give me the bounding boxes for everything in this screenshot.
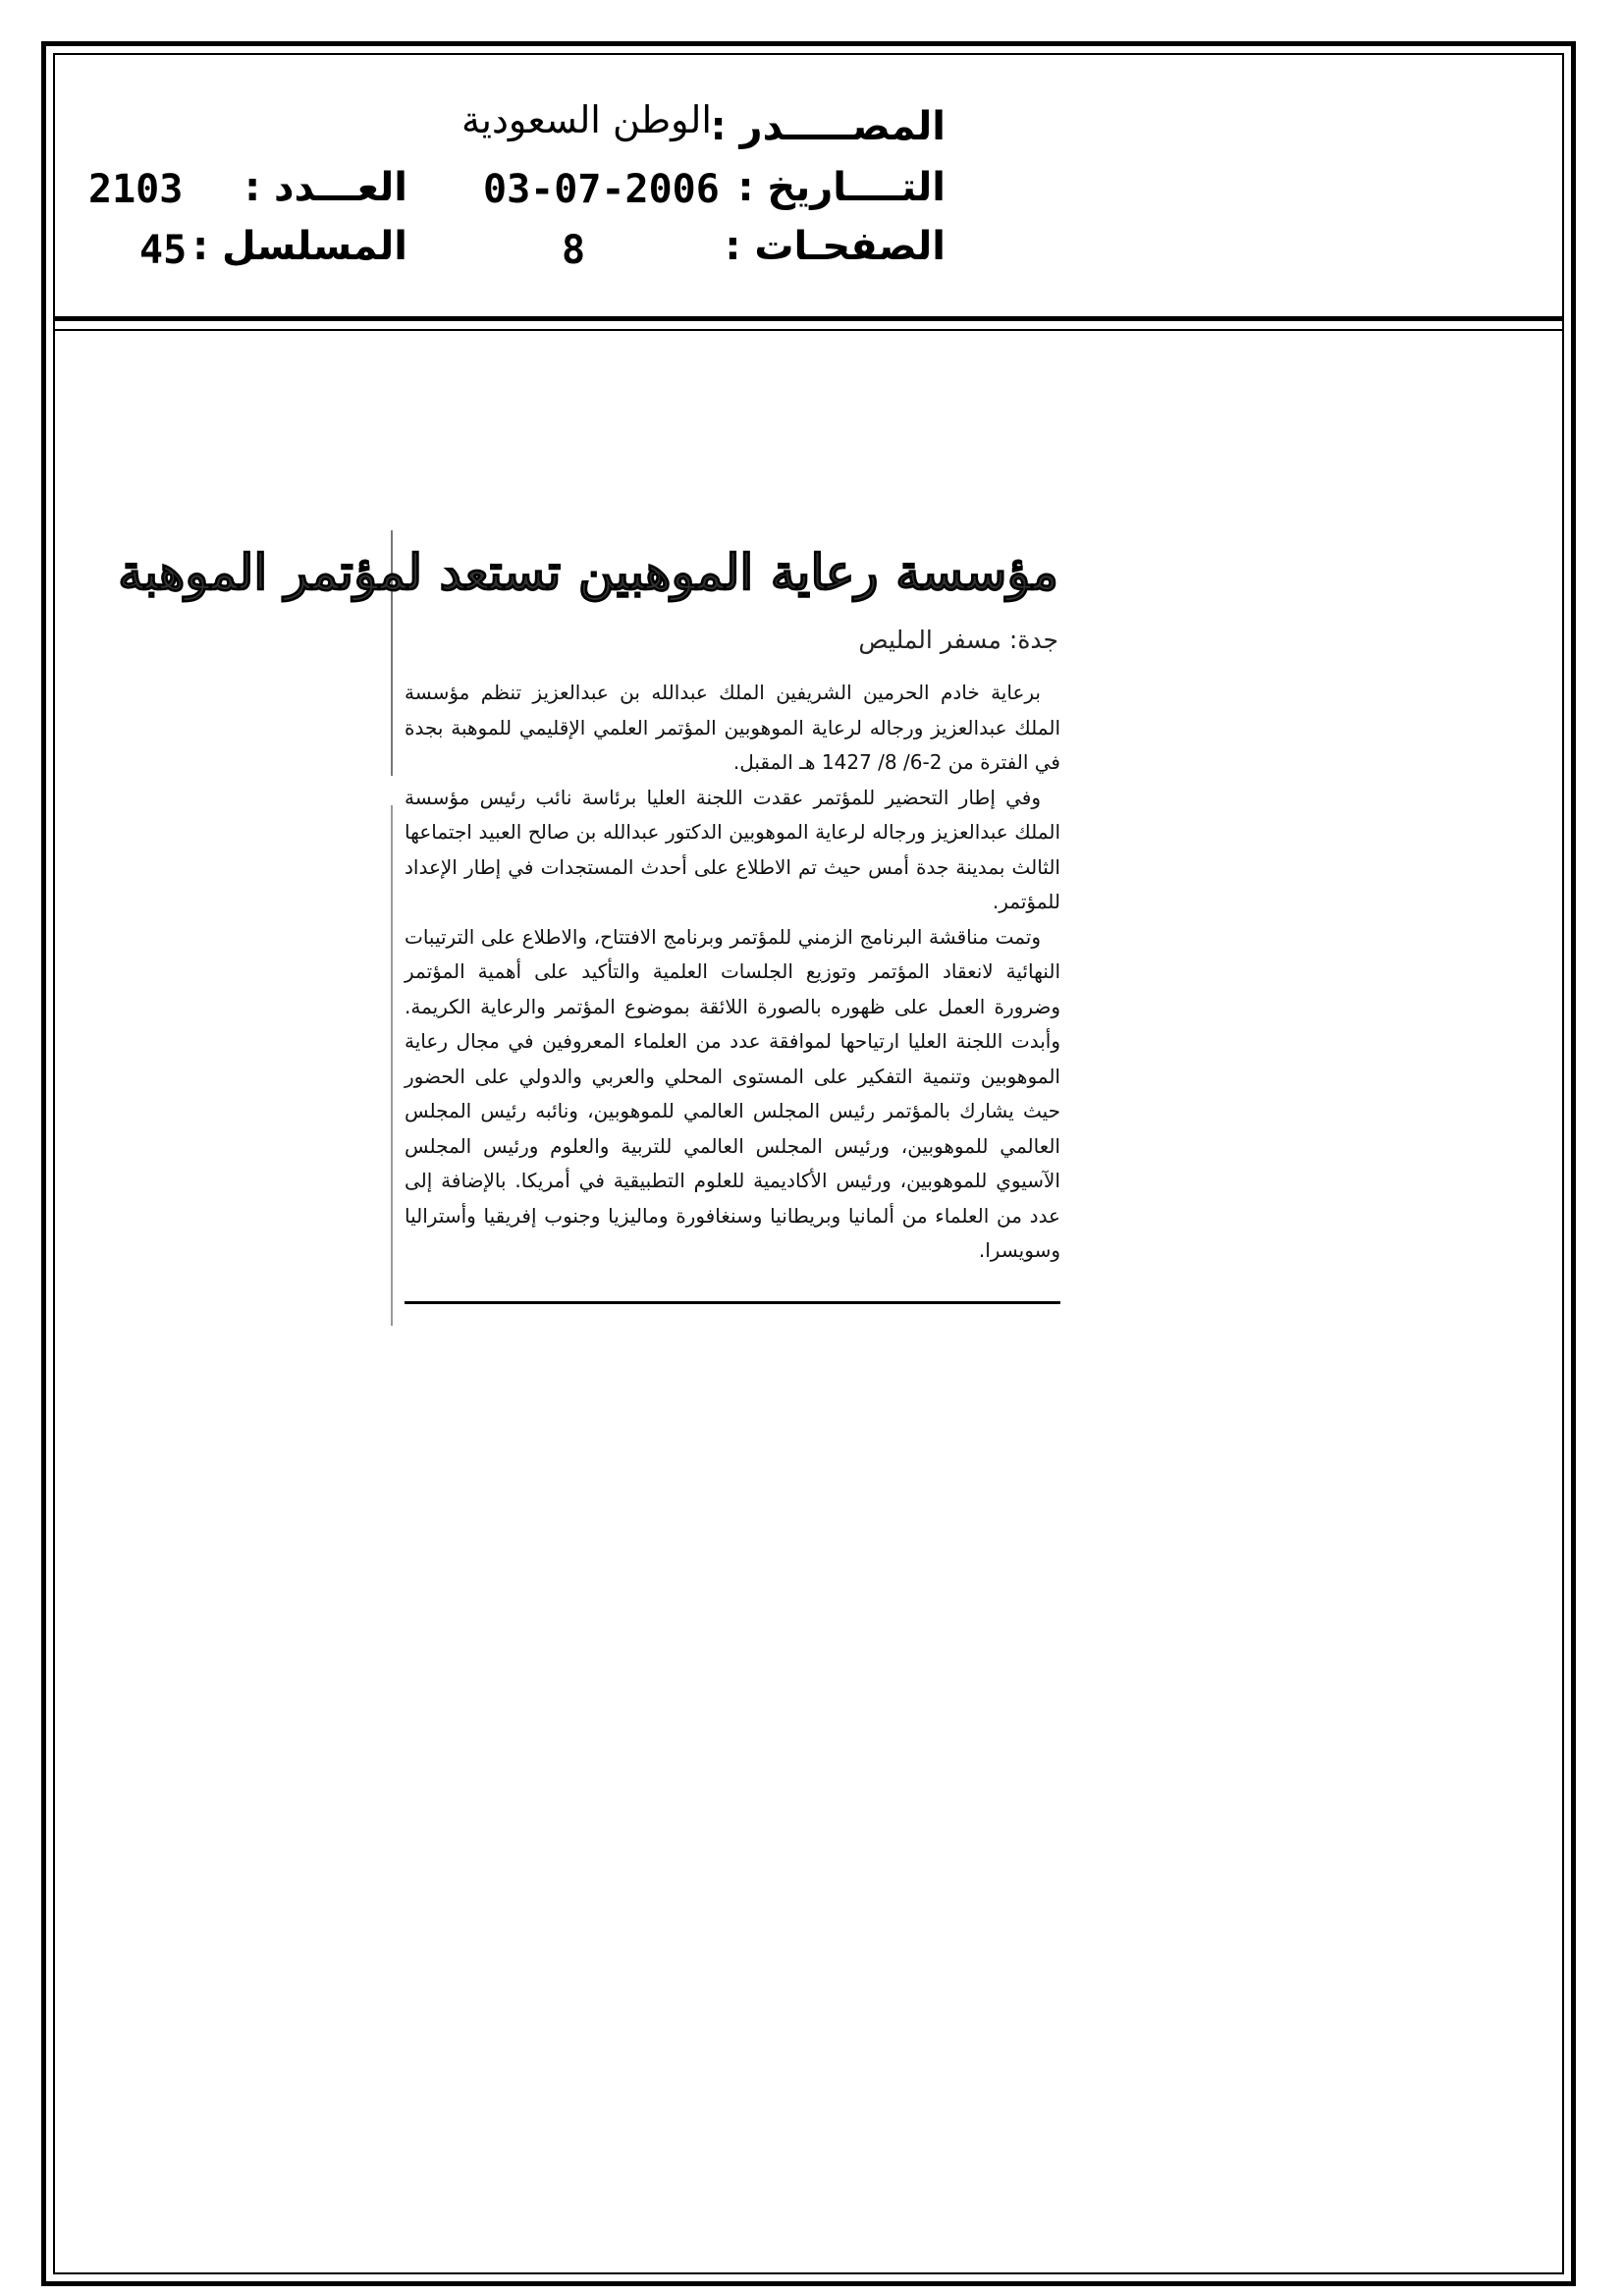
issue-label: العـــدد :	[244, 165, 407, 210]
issue-value: 2103	[88, 167, 184, 212]
header-divider-thick	[53, 316, 1564, 321]
date-value: 03-07-2006	[483, 167, 720, 212]
article-paragraph-3: وتمت مناقشة البرنامج الزمني للمؤتمر وبرنامج الافتتاح، والاطلاع على الترتيبات النهائية لانعقاد المؤتمر وتوزيع الجلسات العلمية والتأكيد على أهمية المؤتمر وضرورة العمل على ظهوره بالصورة اللائقة بموضوع المؤتمر والرعاية الكريمة. وأبدت اللجنة العليا ارتياحها لموافقة عدد من العلماء المعروفين في مجال رعاية الموهوبين وتنمية التفكير على المستوى المحلي والعربي والدولي على الحضور حيث يشارك بالمؤتمر رئيس المجلس العالمي للموهوبين، ونائبه رئيس المجلس العالمي للموهوبين، ورئيس المجلس العالمي للتربية والعلوم ورئيس المجلس الآسيوي للموهوبين، ورئيس الأكاديمية للعلوم التطبيقية في أمريكا. بالإضافة إلى عدد من العلماء من ألمانيا وبريطانيا وسنغافورة وماليزيا وجنوب إفريقيا وأستراليا وسويسرا.	[405, 924, 1060, 1262]
serial-value: 45	[139, 228, 188, 273]
header-divider-thin	[53, 329, 1564, 331]
article-body	[405, 676, 1060, 1269]
article-end-rule	[405, 1301, 1060, 1304]
date-label: التــــاريخ :	[737, 165, 946, 210]
article-byline: جدة: مسفر المليص	[858, 626, 1058, 654]
source-value: الوطن السعودية	[461, 98, 712, 141]
source-label: المصـــــدر :	[710, 104, 946, 149]
article-paragraph-1: برعاية خادم الحرمين الشريفين الملك عبدالله بن عبدالعزيز تنظم مؤسسة الملك عبدالعزيز ورجاله لرعاية الموهوبين المؤتمر العلمي الإقليمي للموهبة بجدة في الفترة من 2-6/ 8/ 1427 هـ المقبل.	[405, 681, 1060, 774]
serial-label: المسلسل :	[192, 224, 407, 269]
article-title: مؤسسة رعاية الموهبين تستعد لمؤتمر الموهبة	[118, 543, 1058, 601]
article-paragraph-2: وفي إطار التحضير للمؤتمر عقدت اللجنة العليا برئاسة نائب رئيس مؤسسة الملك عبدالعزيز ورجاله لرعاية الموهوبين الدكتور عبدالله بن صالح العبيد اجتماعها الثالث بمدينة جدة أمس حيث تم الاطلاع على أحدث المستجدات في إطار الإعداد للمؤتمر.	[405, 785, 1060, 913]
pages-label: الصفحـات :	[725, 224, 946, 269]
pages-value: 8	[562, 228, 586, 273]
clipping-edge-lower	[391, 805, 393, 1326]
